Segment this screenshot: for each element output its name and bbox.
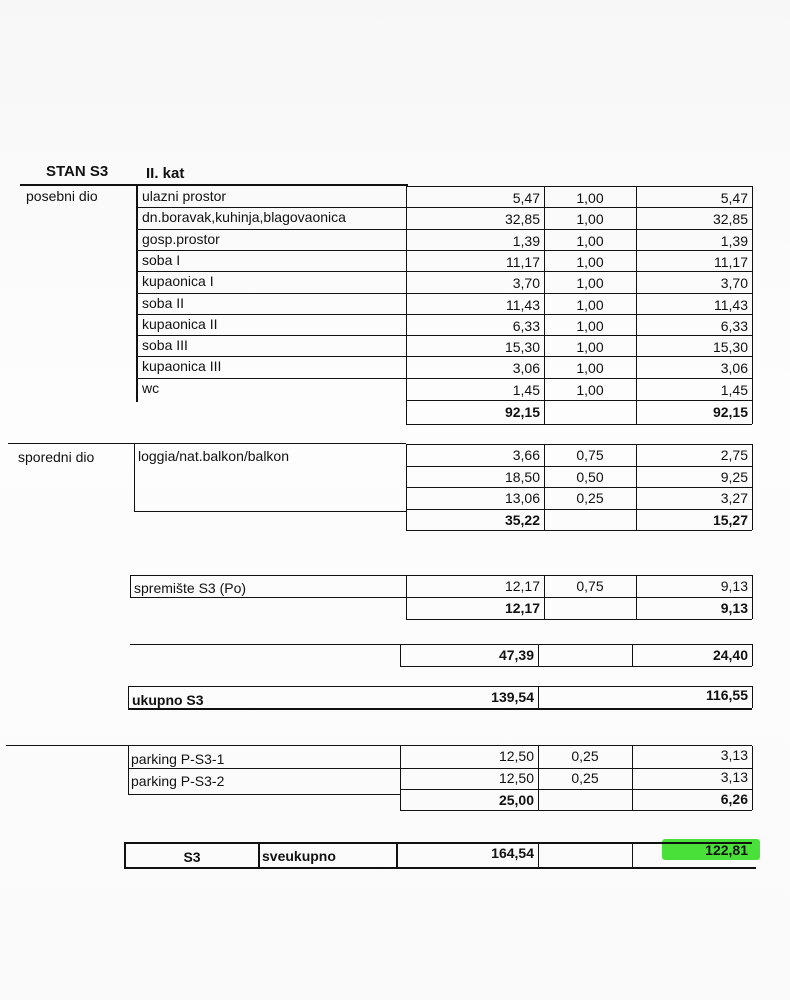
col-divider: [538, 842, 539, 868]
room-result: 5,47: [720, 190, 748, 206]
row-rule: [406, 444, 752, 445]
col-divider: [538, 746, 539, 810]
table-row-rule: [136, 229, 752, 230]
secondary-sum-result: 24,40: [712, 647, 748, 663]
col-divider: [406, 186, 407, 424]
col-divider: [124, 842, 126, 868]
row-rule: [406, 530, 752, 531]
room-area: 15,30: [504, 339, 540, 356]
room-coef: 1,00: [576, 296, 604, 313]
room-result: 15,30: [712, 339, 748, 356]
room-name: soba I: [142, 251, 181, 268]
room-name: kupaonica I: [142, 273, 214, 290]
room-name: dn.boravak,kuhinja,blagovaonica: [142, 209, 346, 226]
storage-result: 9,13: [720, 578, 748, 594]
room-name: soba II: [142, 294, 185, 311]
balcony-coef: 0,50: [576, 468, 604, 485]
parking-result: 3,13: [720, 747, 748, 763]
room-coef: 1,00: [576, 211, 604, 228]
grand-area: 164,54: [491, 845, 534, 861]
sporedni-rule: [8, 443, 406, 444]
room-name: kupaonica III: [142, 358, 222, 375]
parking-name: parking P-S3-1: [131, 751, 225, 767]
secondary-sum-area: 47,39: [498, 647, 534, 663]
col-divider: [538, 686, 539, 708]
col-divider: [400, 644, 401, 666]
table-row-rule: [136, 271, 752, 272]
room-area: 1,45: [512, 381, 540, 398]
row-rule: [406, 619, 752, 620]
parking-area: 12,50: [498, 748, 534, 764]
room-name: soba III: [142, 337, 188, 354]
room-name: kupaonica II: [142, 315, 218, 332]
room-result: 1,39: [720, 232, 748, 249]
row-rule: [406, 509, 752, 510]
apartment-title: STAN S3: [46, 163, 109, 180]
storage-area: 12,17: [504, 578, 540, 594]
room-area: 3,06: [512, 360, 540, 377]
row-rule: [128, 794, 400, 795]
ukupno-result: 116,55: [705, 687, 748, 703]
room-coef: 1,00: [576, 360, 604, 377]
table-row-rule: [136, 314, 752, 315]
section-label-sporedni: sporedni dio: [18, 449, 95, 465]
col-divider: [538, 644, 539, 666]
sporedni-total-area: 35,22: [504, 512, 540, 528]
room-area: 3,70: [512, 275, 540, 292]
parking-name: parking P-S3-2: [131, 773, 225, 789]
posebni-left-border: [136, 186, 138, 402]
col-divider: [752, 444, 753, 530]
table-row-rule: [136, 250, 752, 251]
balcony-area: 18,50: [504, 468, 540, 485]
col-divider: [396, 842, 398, 868]
sporedni-total-result: 15,27: [712, 512, 748, 528]
room-result: 1,45: [720, 381, 748, 398]
col-divider: [752, 575, 753, 619]
row-rule: [400, 810, 752, 811]
sporedni-name: loggia/nat.balkon/balkon: [138, 448, 290, 464]
col-divider: [544, 186, 545, 424]
row-rule: [406, 186, 752, 187]
storage-coef: 0,75: [576, 578, 604, 594]
room-name: ulazni prostor: [142, 188, 227, 204]
section-label-posebni: posebni dio: [26, 188, 98, 204]
balcony-area: 13,06: [504, 490, 540, 506]
table-row-rule: [136, 207, 752, 208]
ukupno-area: 139,54: [491, 689, 534, 705]
posebni-total-result: 92,15: [712, 404, 748, 420]
grand-result: 122,81: [705, 842, 748, 858]
col-divider: [632, 746, 633, 810]
storage-total-area: 12,17: [504, 600, 540, 616]
row-rule: [124, 867, 756, 869]
balcony-coef: 0,75: [576, 447, 604, 463]
grand-label: sveukupno: [262, 848, 336, 864]
room-area: 11,17: [506, 253, 540, 270]
room-result: 32,85: [712, 211, 748, 228]
col-divider: [400, 746, 401, 810]
table-row-rule: [136, 293, 752, 294]
row-rule: [400, 789, 752, 790]
col-divider: [636, 186, 637, 424]
balcony-result: 3,27: [720, 490, 748, 506]
col-divider: [130, 575, 131, 597]
col-divider: [752, 686, 753, 708]
ukupno-label: ukupno S3: [132, 692, 204, 708]
balcony-result: 2,75: [720, 447, 748, 463]
col-divider: [632, 644, 633, 666]
col-divider: [128, 686, 129, 708]
parking-area: 12,50: [498, 770, 534, 786]
storage-total-result: 9,13: [720, 600, 748, 616]
room-name: wc: [142, 379, 160, 396]
row-rule: [130, 597, 406, 598]
room-coef: 1,00: [576, 381, 604, 398]
table-row-rule: [406, 487, 752, 488]
room-result: 11,17: [714, 253, 748, 270]
header-rule: [20, 184, 408, 186]
balcony-result: 9,25: [720, 468, 748, 485]
parking-coef: 0,25: [571, 748, 599, 764]
room-result: 11,43: [714, 296, 748, 313]
parking-total-area: 25,00: [498, 792, 534, 808]
parking-coef: 0,25: [571, 770, 599, 786]
posebni-total-area: 92,15: [504, 404, 540, 420]
room-area: 6,33: [512, 317, 540, 334]
row-rule: [128, 708, 752, 710]
room-area: 11,43: [506, 296, 540, 313]
room-name: gosp.prostor: [142, 230, 220, 247]
room-result: 3,06: [720, 360, 748, 377]
table-row-rule: [406, 466, 752, 467]
row-rule: [6, 745, 752, 746]
room-coef: 1,00: [576, 190, 604, 206]
col-divider: [258, 842, 260, 868]
row-rule: [406, 400, 752, 401]
col-divider: [752, 746, 753, 810]
col-divider: [128, 746, 129, 794]
room-coef: 1,00: [576, 253, 604, 270]
room-coef: 1,00: [576, 275, 604, 292]
row-rule: [130, 644, 752, 645]
room-area: 32,85: [504, 211, 540, 228]
parking-result: 3,13: [720, 769, 748, 785]
col-divider: [752, 186, 753, 424]
room-coef: 1,00: [576, 232, 604, 249]
room-area: 1,39: [512, 232, 540, 249]
grand-unit: S3: [183, 849, 201, 865]
room-result: 6,33: [720, 317, 748, 334]
row-rule: [400, 666, 752, 667]
room-coef: 1,00: [576, 317, 604, 334]
room-result: 3,70: [720, 275, 748, 292]
balcony-coef: 0,25: [576, 490, 604, 506]
row-rule: [134, 511, 406, 512]
parking-total-result: 6,26: [720, 791, 748, 807]
balcony-area: 3,66: [512, 447, 540, 463]
row-rule: [130, 575, 752, 576]
row-rule: [406, 424, 752, 425]
storage-name: spremište S3 (Po): [134, 580, 247, 596]
row-rule: [406, 597, 752, 598]
col-divider: [134, 444, 135, 512]
room-coef: 1,00: [576, 339, 604, 356]
floor-label: II. kat: [146, 165, 185, 182]
col-divider: [632, 842, 633, 868]
table-row-rule: [136, 356, 752, 357]
col-divider: [752, 644, 753, 666]
room-area: 5,47: [512, 190, 540, 206]
table-row-rule: [136, 378, 752, 379]
table-row-rule: [136, 335, 752, 336]
